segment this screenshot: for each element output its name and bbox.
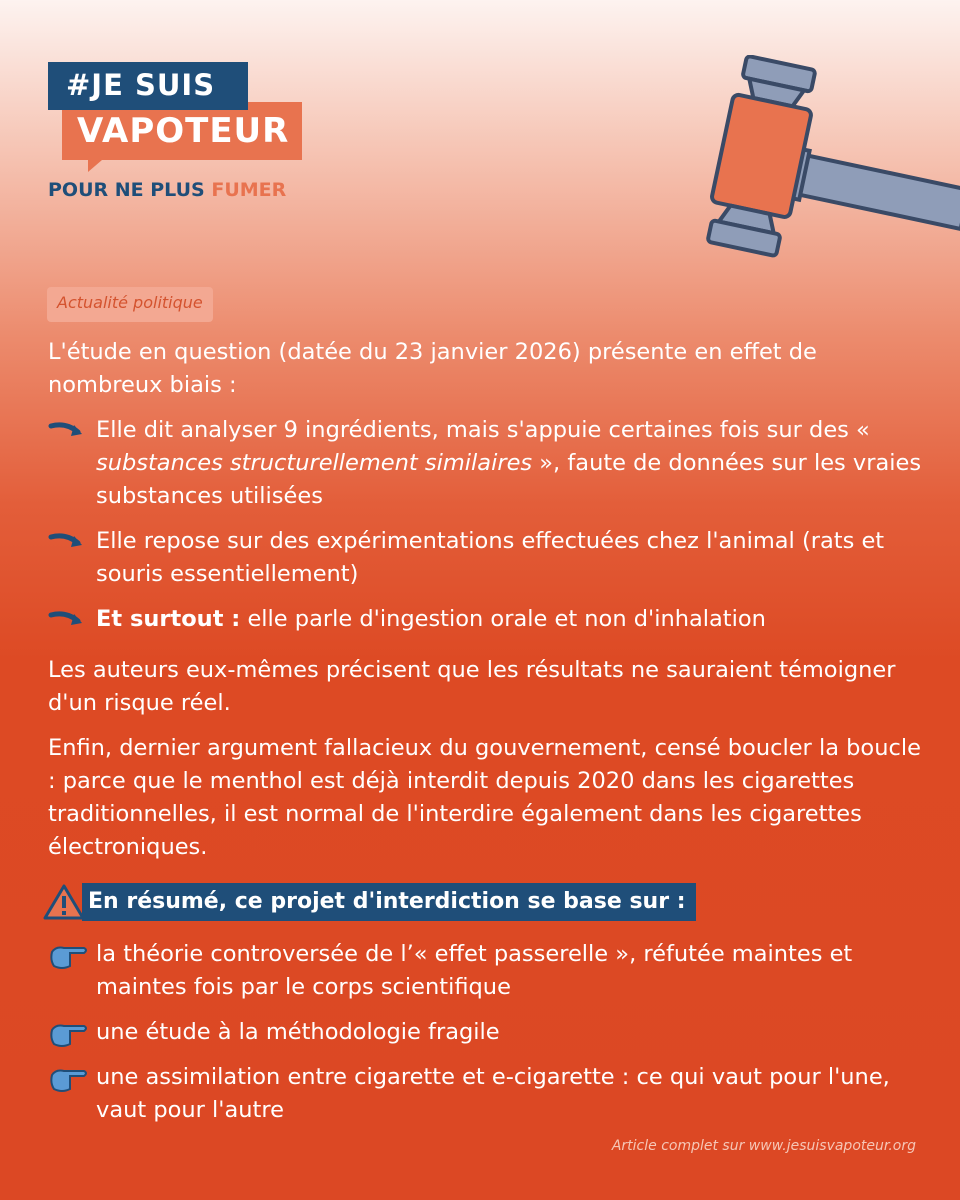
intro-paragraph: L'étude en question (datée du 23 janvier 2026) présente en effet de nombreux biais : [48, 339, 817, 398]
curved-arrow-icon [48, 414, 96, 513]
pointing-hand-icon [48, 1061, 96, 1127]
logo-je-suis: #JE SUIS [48, 62, 248, 110]
bias-item: Elle dit analyser 9 ingrédients, mais s'appuie certaines fois sur des « substances structurellement similaires », faute de données sur les vraies substances utilisées [48, 414, 928, 513]
warning-icon [42, 882, 86, 922]
conclusion-paragraph: Enfin, dernier argument fallacieux du gouvernement, censé boucler la boucle : parce que le menthol est déjà interdit depuis 2020 dans les cigarettes traditionnelles, il est normal de l'interdire également dans les cigarettes électroniques. [48, 735, 921, 860]
logo-vapoteur: VAPOTEUR [62, 102, 302, 160]
bias-item: Elle repose sur des expérimentations effectuées chez l'animal (rats et souris essentiellement) [48, 525, 928, 591]
logo-tagline: POUR NE PLUS FUMER [48, 179, 287, 201]
authors-paragraph: Les auteurs eux-mêmes précisent que les résultats ne sauraient témoigner d'un risque réel. [48, 657, 896, 716]
pointing-hand-icon [48, 1016, 96, 1049]
summary-heading: En résumé, ce projet d'interdiction se base sur : [42, 882, 928, 922]
summary-item: la théorie controversée de l’« effet passerelle », réfutée maintes et maintes fois par le corps scientifique [48, 938, 928, 1004]
curved-arrow-icon [48, 603, 96, 636]
pointing-hand-icon [48, 938, 96, 1004]
summary-item: une assimilation entre cigarette et e-cigarette : ce qui vaut pour l'une, vaut pour l'autre [48, 1061, 928, 1127]
bias-item: Et surtout : elle parle d'ingestion orale et non d'inhalation [48, 603, 928, 636]
curved-arrow-icon [48, 525, 96, 591]
gavel-icon [670, 55, 960, 275]
category-tag: Actualité politique [47, 287, 213, 322]
footer-link[interactable]: Article complet sur www.jesuisvapoteur.org [611, 1138, 916, 1154]
summary-item: une étude à la méthodologie fragile [48, 1016, 928, 1049]
article-body [48, 336, 928, 1139]
